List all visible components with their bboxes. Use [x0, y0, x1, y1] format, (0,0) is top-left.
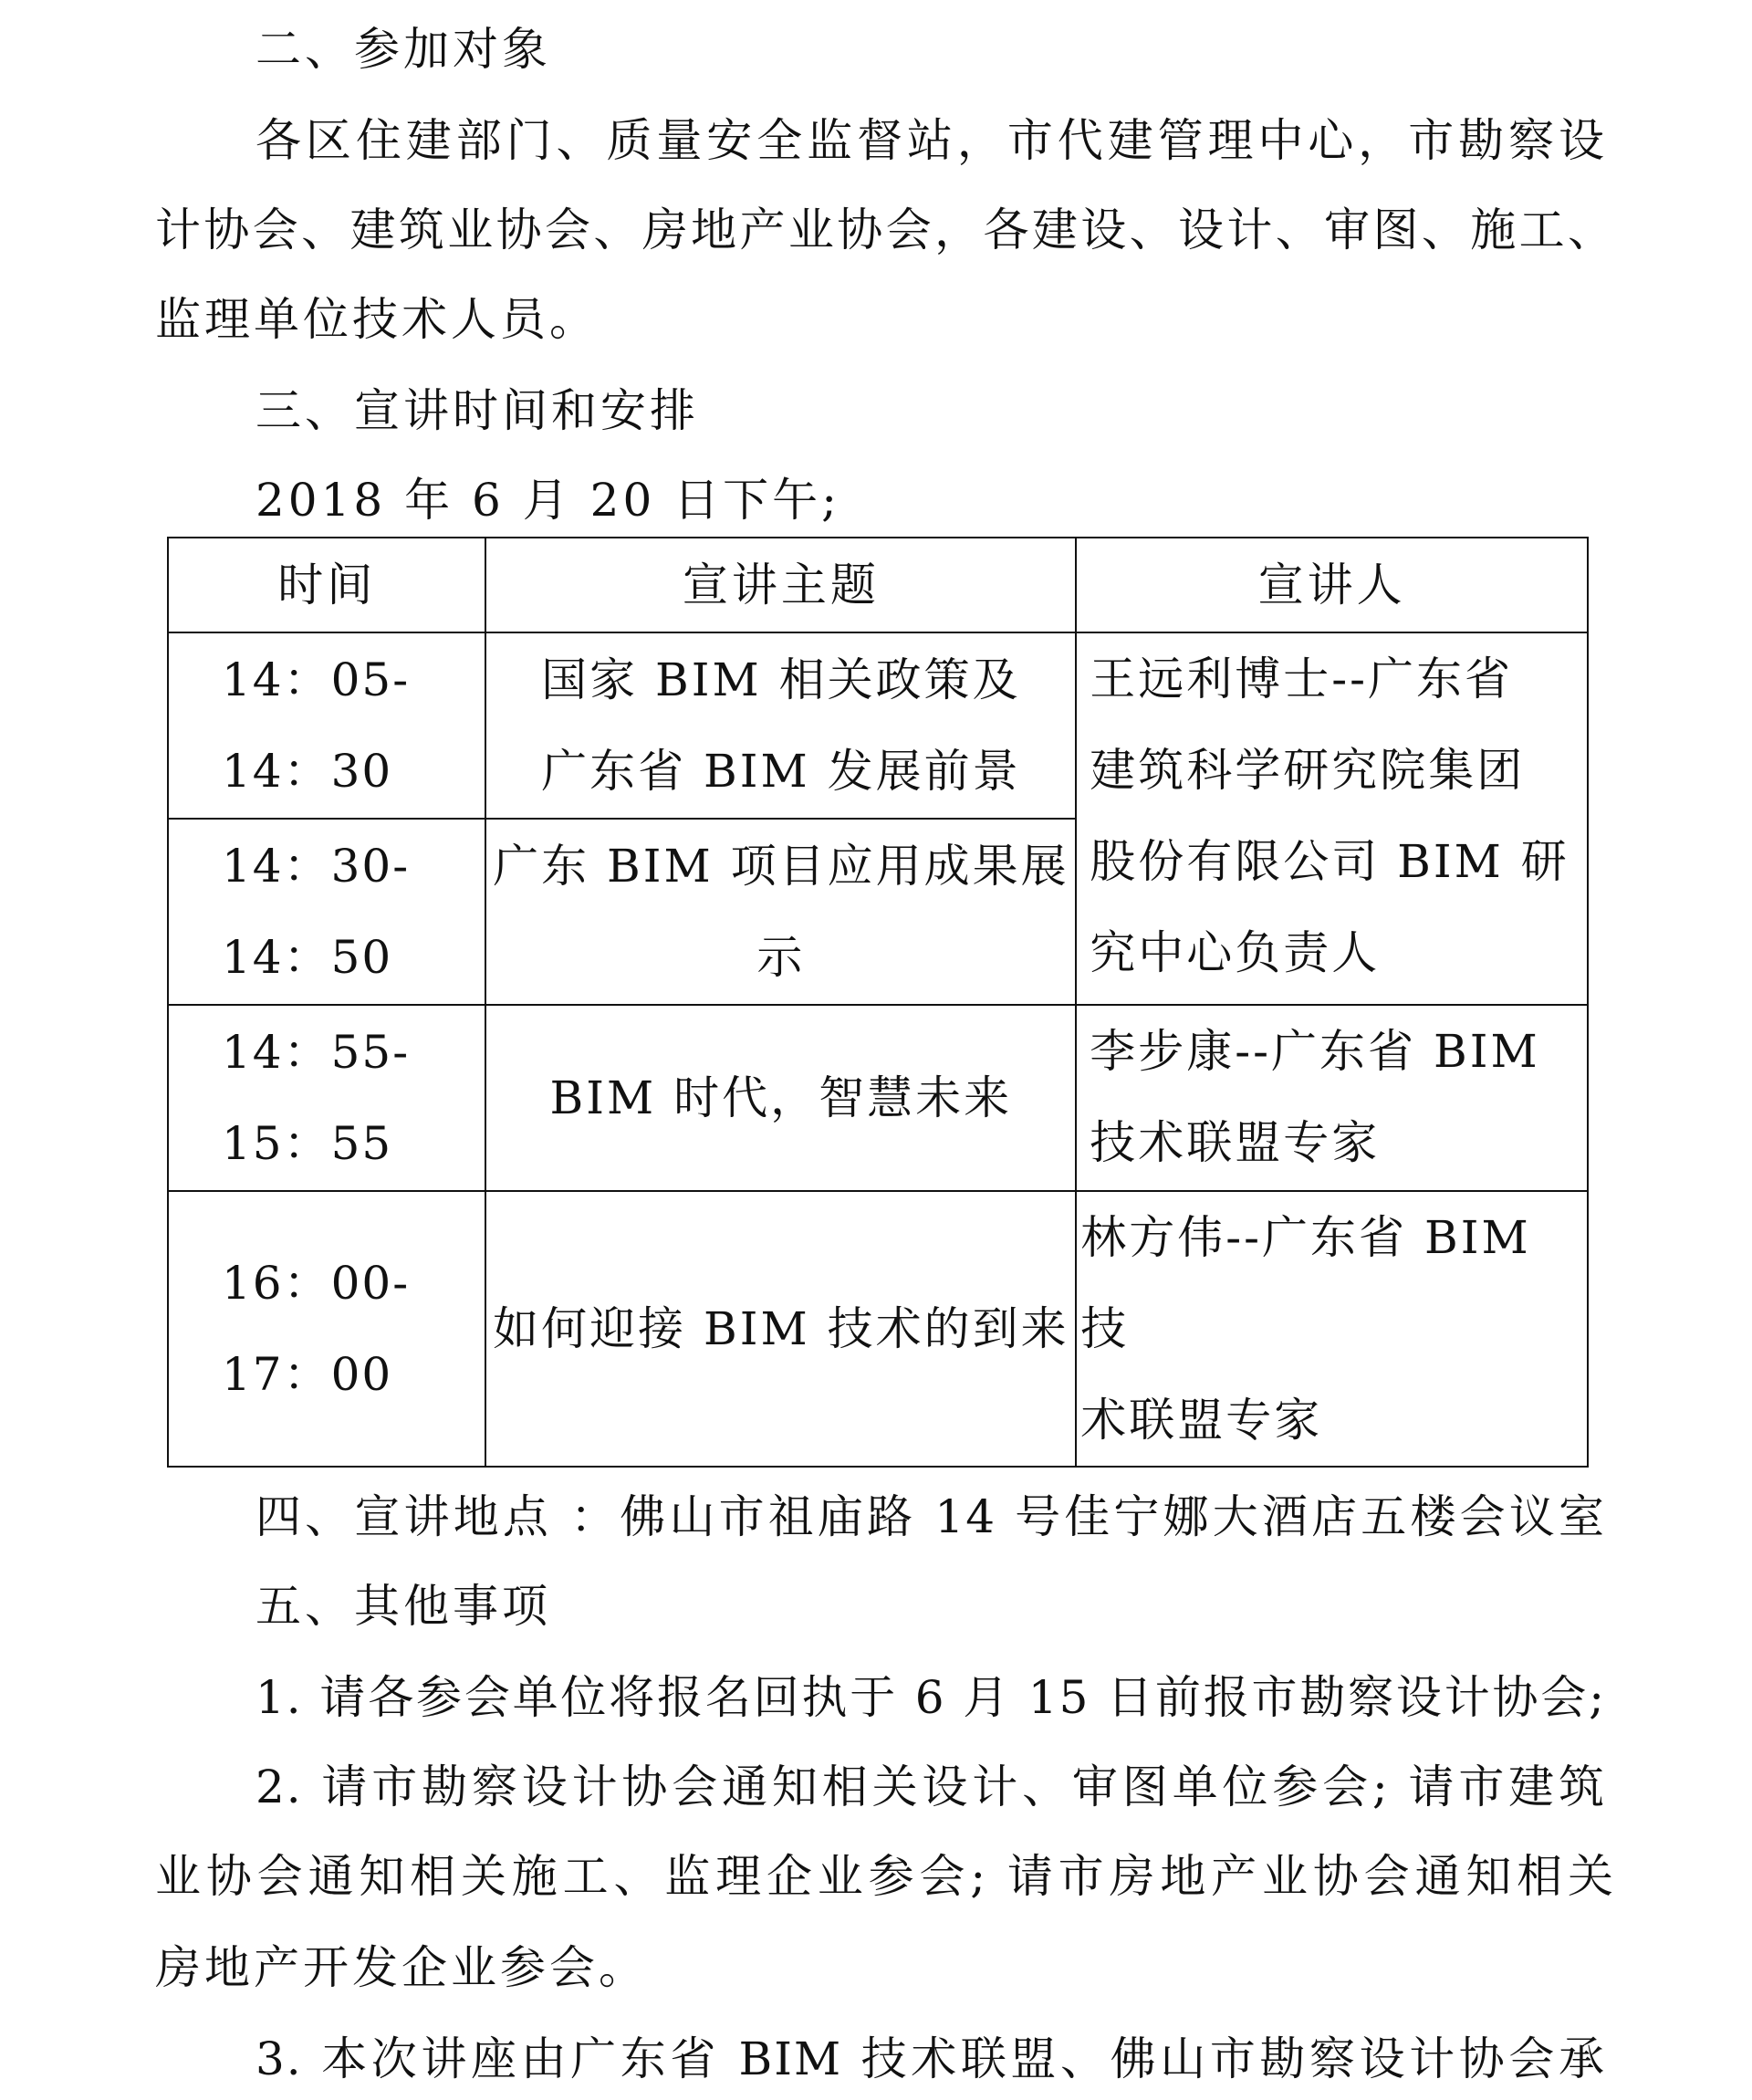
speaker-cell-merged: [1076, 632, 1588, 1005]
participants-line-2: 计协会、建筑业协会、房地产业协会，各建设、设计、审图、施工、: [155, 204, 1615, 256]
topic-cell: [485, 1005, 1076, 1191]
speaker-line: 李步康--广东省 BIM: [1090, 1025, 1540, 1078]
header-time: 时间: [168, 538, 485, 632]
item-1: 1. 请各参会单位将报名回执于 6 月 15 日前报市勘察设计协会;: [256, 1671, 1606, 1724]
time-start: 14：30-: [222, 840, 411, 893]
item-2-line-2: 业协会通知相关施工、监理企业参会; 请市房地产业协会通知相关: [155, 1850, 1615, 1903]
speaker-line: 王远利博士--广东省: [1090, 653, 1514, 705]
item-3: 3. 本次讲座由广东省 BIM 技术联盟、佛山市勘察设计协会承: [256, 2032, 1606, 2085]
item-2-line-3: 房地产开发企业参会。: [155, 1941, 648, 1994]
table-header-row: [168, 538, 1588, 632]
topic-cell: [485, 632, 1076, 819]
time-end: 14：30: [222, 745, 393, 798]
time-end: 15：55: [222, 1117, 393, 1170]
topic-cell: [485, 1191, 1076, 1467]
topic-line: 如何迎接 BIM 技术的到来: [493, 1302, 1069, 1355]
time-start: 14：55-: [222, 1026, 411, 1079]
header-speaker: 宣讲人: [1076, 538, 1588, 632]
header-topic: 宣讲主题: [485, 538, 1076, 632]
time-end: 14：50: [222, 931, 393, 984]
schedule-date: 2018 年 6 月 20 日下午;: [256, 474, 840, 527]
speaker-line: 建筑科学研究院集团: [1090, 744, 1526, 797]
table-row: [168, 632, 1588, 819]
speaker-line: 技术联盟专家: [1090, 1116, 1381, 1169]
participants-heading: 二、参加对象: [256, 23, 551, 76]
participants-line-3: 监理单位技术人员。: [155, 293, 599, 346]
topic-line: 示: [756, 931, 806, 984]
topic-line: 广东 BIM 项目应用成果展: [493, 840, 1069, 893]
time-cell: [168, 819, 485, 1005]
speaker-line: 股份有限公司 BIM 研: [1090, 835, 1570, 888]
time-cell: [168, 1191, 485, 1467]
topic-line: BIM 时代，智慧未来: [549, 1071, 1013, 1124]
venue-line: 四、宣讲地点 ：佛山市祖庙路 14 号佳宁娜大酒店五楼会议室: [256, 1490, 1606, 1543]
participants-line-1: 各区住建部门、质量安全监督站，市代建管理中心，市勘察设: [256, 114, 1606, 167]
time-cell: [168, 1005, 485, 1191]
topic-line: 广东省 BIM 发展前景: [541, 745, 1021, 798]
speaker-cell: [1076, 1191, 1588, 1467]
time-start: 14：05-: [222, 653, 411, 706]
speaker-line: 究中心负责人: [1090, 926, 1381, 979]
time-start: 16：00-: [222, 1257, 411, 1310]
item-2-line-1: 2. 请市勘察设计协会通知相关设计、审图单位参会; 请市建筑: [256, 1760, 1606, 1813]
speaker-line: 术联盟专家: [1080, 1394, 1323, 1447]
speaker-cell: [1076, 1005, 1588, 1191]
table-row: [168, 1005, 1588, 1191]
schedule-heading: 三、宣讲时间和安排: [256, 384, 699, 437]
table-row: [168, 1191, 1588, 1467]
topic-line: 国家 BIM 相关政策及: [541, 653, 1021, 706]
schedule-table: [167, 537, 1589, 1468]
other-heading: 五、其他事项: [256, 1580, 551, 1633]
time-cell: [168, 632, 485, 819]
time-end: 17：00: [222, 1348, 393, 1401]
speaker-line: 林方伟--广东省 BIM 技: [1080, 1211, 1531, 1355]
topic-cell: [485, 819, 1076, 1005]
